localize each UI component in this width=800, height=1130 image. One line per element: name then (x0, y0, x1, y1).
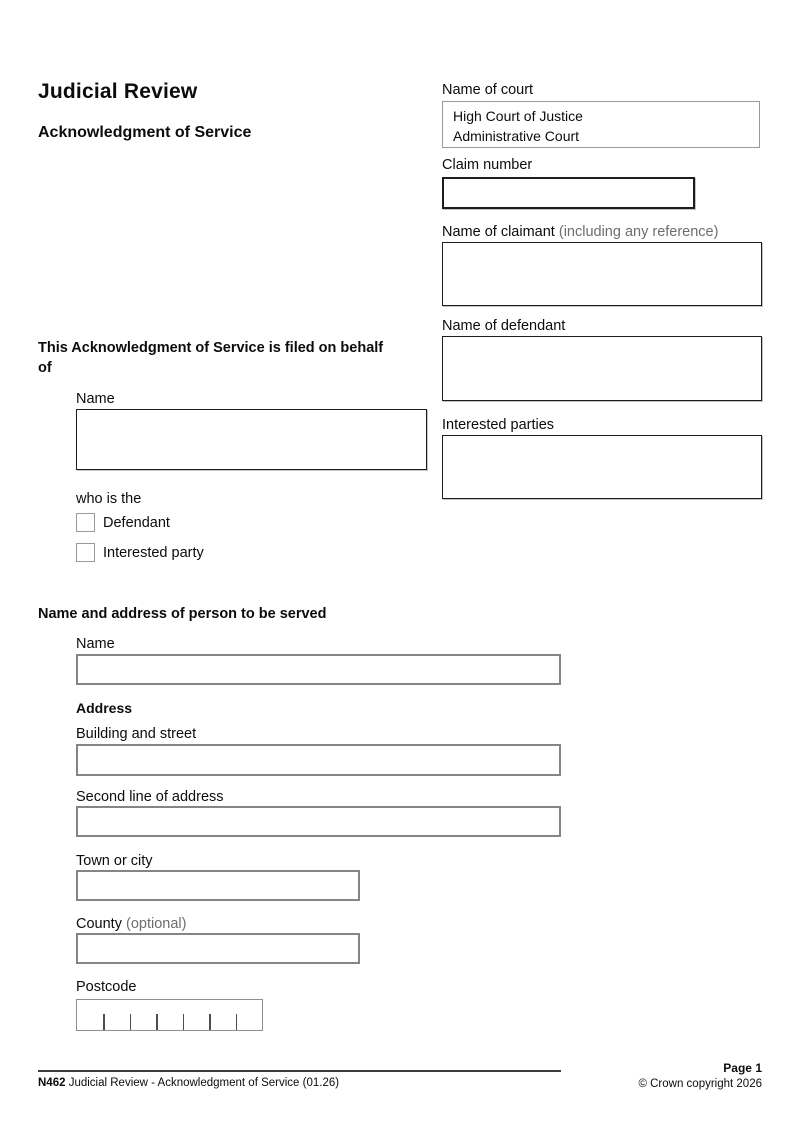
filed-on-behalf-heading: This Acknowledgment of Service is filed on behalf of (38, 340, 384, 376)
footer-form-number: N462 (38, 1077, 66, 1089)
behalf-name-label: Name (76, 391, 115, 407)
county-label-hint: (optional) (125, 916, 187, 932)
form-subtitle: Acknowledgment of Service (38, 124, 252, 141)
name-of-court-label: Name of court (442, 82, 534, 98)
footer-form-reference (38, 1077, 339, 1089)
town-city-field[interactable] (76, 870, 360, 901)
claimant-field[interactable] (442, 242, 762, 306)
served-name-label: Name (76, 636, 115, 652)
claim-number-field[interactable] (442, 177, 695, 209)
postcode-cell-divider (236, 1014, 238, 1030)
form-title: Judicial Review (38, 80, 198, 103)
interested-parties-field[interactable] (442, 435, 762, 499)
footer-form-title: Judicial Review - Acknowledgment of Service (01.26) (68, 1077, 340, 1089)
postcode-cell-divider (209, 1014, 211, 1030)
building-street-label: Building and street (76, 726, 197, 742)
county-field[interactable] (76, 933, 360, 964)
town-city-label: Town or city (76, 853, 153, 869)
postcode-cell-divider (130, 1014, 132, 1030)
postcode-cell-divider (156, 1014, 158, 1030)
second-line-field[interactable] (76, 806, 561, 837)
postcode-field[interactable] (76, 999, 263, 1031)
postcode-cell-divider (103, 1014, 105, 1030)
person-to-be-served-heading: Name and address of person to be served (38, 606, 327, 622)
defendant-label: Name of defendant (442, 318, 566, 334)
second-line-label: Second line of address (76, 789, 224, 805)
served-name-field[interactable] (76, 654, 561, 685)
postcode-cell-divider (183, 1014, 185, 1030)
court-name-line1: High Court of Justice (453, 108, 583, 124)
defendant-checkbox-label: Defendant (103, 515, 170, 531)
building-street-field[interactable] (76, 744, 561, 776)
name-of-court-field (442, 101, 760, 148)
page-number: Page 1 (723, 1061, 762, 1075)
county-label: County (optional) (76, 916, 187, 932)
claimant-label-hint: (including any reference) (558, 224, 719, 240)
defendant-checkbox[interactable] (76, 513, 95, 532)
defendant-field[interactable] (442, 336, 762, 401)
claimant-label: Name of claimant (including any reference) (442, 224, 719, 240)
address-heading: Address (76, 700, 133, 716)
claim-number-label: Claim number (442, 157, 533, 173)
footer-divider (38, 1070, 561, 1072)
postcode-label: Postcode (76, 979, 137, 995)
behalf-name-field[interactable] (76, 409, 427, 470)
interested-party-checkbox-label: Interested party (103, 545, 204, 561)
interested-party-checkbox[interactable] (76, 543, 95, 562)
court-name-line2: Administrative Court (453, 127, 580, 144)
who-is-the-label: who is the (76, 491, 142, 507)
interested-parties-label: Interested parties (442, 417, 555, 433)
copyright-notice: © Crown copyright 2026 (638, 1078, 762, 1090)
